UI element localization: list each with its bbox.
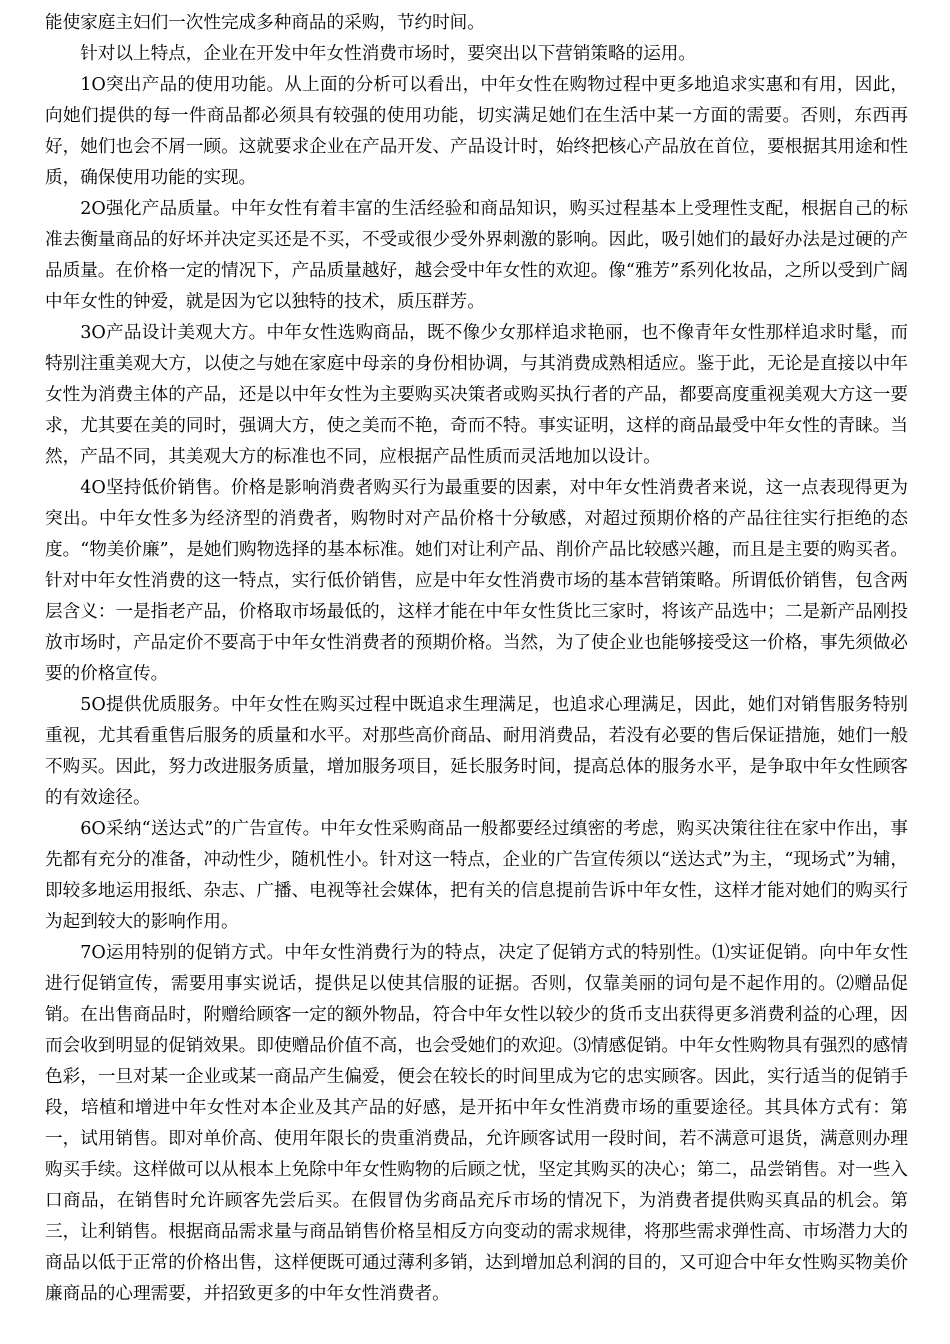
- paragraph-continuation: 能使家庭主妇们一次性完成多种商品的采购，节约时间。: [45, 13, 485, 33]
- paragraph-strategy-4: 4O坚持低价销售。价格是影响消费者购买行为最重要的因素，对中年女性消费者来说，这一点表现得更为突出。中年女性多为经济型的消费者，购物时对产品价格十分敏感，对超过预期价格的产品往往实行拒绝的态度。“物美价廉”，是她们购物选择的基本标准。她们对让利产品、削价产品比较感兴趣，而且是主要的购买者。针对中年女性消费的这一特点，实行低价销售，应是中年女性消费市场的基本营销策略。所谓低价销售，包含两层含义：一是指老产品，价格取市场最低的，这样才能在中年女性货比三家时，将该产品选中；二是新产品刚投放市场时，产品定价不要高于中年女性消费者的预期价格。当然，为了使企业也能够接受这一价格，事先须做必要的价格宣传。: [45, 478, 908, 684]
- paragraph-intro: 针对以上特点，企业在开发中年女性消费市场时，要突出以下营销策略的运用。: [80, 44, 696, 64]
- paragraph-strategy-5: 5O提供优质服务。中年女性在购买过程中既追求生理满足，也追求心理满足，因此，她们对销售服务特别重视，尤其看重售后服务的质量和水平。对那些高价商品、耐用消费品，若没有必要的售后保证措施，她们一般不购买。因此，努力改进服务质量，增加服务项目，延长服务时间，提高总体的服务水平，是争取中年女性顾客的有效途径。: [45, 695, 908, 808]
- paragraph-strategy-2: 2O强化产品质量。中年女性有着丰富的生活经验和商品知识，购买过程基本上受理性支配，根据自己的标准去衡量商品的好坏并决定买还是不买，不受或很少受外界刺激的影响。因此，吸引她们的最好办法是过硬的产品质量。在价格一定的情况下，产品质量越好，越会受中年女性的欢迎。像“雅芳”系列化妆品，之所以受到广阔中年女性的钟爱，就是因为它以独特的技术，质压群芳。: [45, 199, 908, 312]
- paragraph-strategy-1: 1O突出产品的使用功能。从上面的分析可以看出，中年女性在购物过程中更多地追求实惠和有用，因此，向她们提供的每一件商品都必须具有较强的使用功能，切实满足她们在生活中某一方面的需要。否则，东西再好，她们也会不屑一顾。这就要求企业在产品开发、产品设计时，始终把核心产品放在首位，要根据其用途和性质，确保使用功能的实现。: [45, 75, 908, 188]
- paragraph-strategy-7: 7O运用特别的促销方式。中年女性消费行为的特点，决定了促销方式的特别性。⑴实证促销。向中年女性进行促销宣传，需要用事实说话，提供足以使其信服的证据。否则，仅靠美丽的词句是不起作用的。⑵赠品促销。在出售商品时，附赠给顾客一定的额外物品，符合中年女性以较少的货币支出获得更多消费利益的心理，因而会收到明显的促销效果。即使赠品价值不高，也会受她们的欢迎。⑶情感促销。中年女性购物具有强烈的感情色彩，一旦对某一企业或某一商品产生偏爱，便会在较长的时间里成为它的忠实顾客。因此，实行适当的促销手段，培植和增进中年女性对本企业及其产品的好感，是开拓中年女性消费市场的重要途径。其具体方式有：第一，试用销售。即对单价高、使用年限长的贵重消费品，允许顾客试用一段时间，若不满意可退货，满意则办理购买手续。这样做可以从根本上免除中年女性购物的后顾之忧，坚定其购买的决心；第二，品尝销售。对一些入口商品，在销售时允许顾客先尝后买。在假冒伪劣商品充斥市场的情况下，为消费者提供购买真品的机会。第三，让利销售。根据商品需求量与商品销售价格呈相反方向变动的需求规律，将那些需求弹性高、市场潜力大的商品以低于正常的价格出售，这样便既可通过薄利多销，达到增加总利润的目的，又可迎合中年女性购买物美价廉商品的心理需要，并招致更多的中年女性消费者。: [45, 943, 908, 1304]
- paragraph-strategy-6: 6O采纳“送达式”的广告宣传。中年女性采购商品一般都要经过缜密的考虑，购买决策往往在家中作出，事先都有充分的准备，冲动性少，随机性小。针对这一特点，企业的广告宣传须以“送达式”为主，“现场式”为辅，即较多地运用报纸、杂志、广播、电视等社会媒体，把有关的信息提前告诉中年女性，这样才能对她们的购买行为起到较大的影响作用。: [45, 819, 908, 932]
- paragraph-strategy-3: 3O产品设计美观大方。中年女性选购商品，既不像少女那样追求艳丽，也不像青年女性那样追求时髦，而特别注重美观大方，以使之与她在家庭中母亲的身份相协调，与其消费成熟相适应。鉴于此，无论是直接以中年女性为消费主体的产品，还是以中年女性为主要购买决策者或购买执行者的产品，都要高度重视美观大方这一要求，尤其要在美的同时，强调大方，使之美而不艳，奇而不特。事实证明，这样的商品最受中年女性的青睐。当然，产品不同，其美观大方的标准也不同，应根据产品性质而灵活地加以设计。: [45, 323, 908, 467]
